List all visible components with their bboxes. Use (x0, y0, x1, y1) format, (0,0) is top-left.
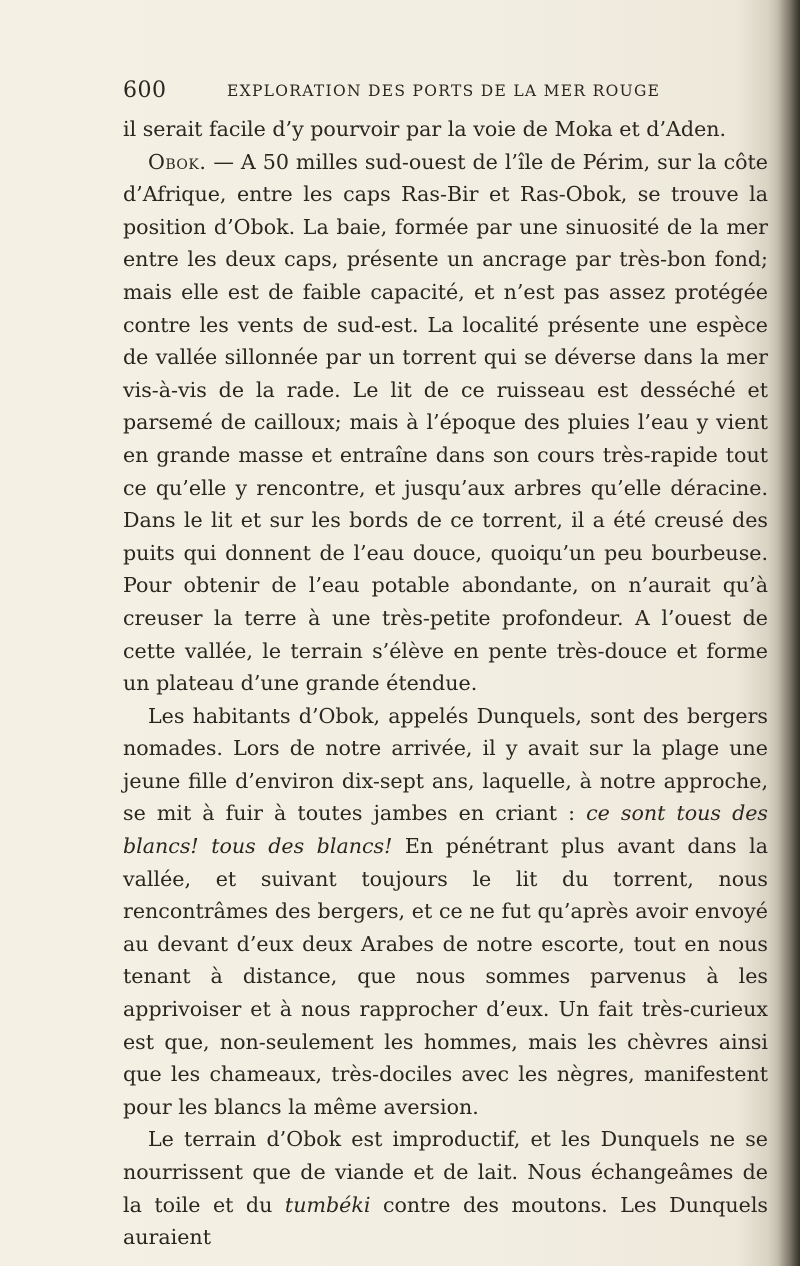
paragraph-obok (123, 146, 768, 700)
paragraph-text: Le terrain d’Obok est improductif, et les Dunquels ne se nourrissent que de viande et de lait. Nous échangeâmes de la toile et du (123, 1127, 768, 1217)
paragraph-terrain (123, 1123, 768, 1253)
paragraph-text: il serait facile d’y pourvoir par la voie de Moka et d’Aden. (123, 117, 727, 141)
italic-term: tumbéki (284, 1192, 371, 1217)
paragraph-text: En pénétrant plus avant dans la vallée, et suivant toujours le lit du torrent, nous rencontrâmes des bergers, et ce ne fut qu’après avoir envoyé au devant d’eux deux Arabes de notre escorte, tout en nous tenant à distance, que nous sommes parvenus à les apprivoiser et à nous rapprocher d’eux. Un fait très-curieux est que, non-seulement les hommes, mais les chèvres ainsi que les chameaux, très-dociles avec les nègres, manifestent pour les blancs la même aversion. (123, 834, 768, 1119)
paragraph-continuation (123, 113, 768, 146)
page-number: 600 (123, 78, 167, 103)
paragraph-text: contre des moutons. Les Dunquels auraient (123, 1192, 769, 1250)
body-text (123, 113, 768, 1254)
page-header (123, 78, 763, 108)
italic-quote: ce sont tous des blancs! tous des blancs! (123, 801, 769, 859)
paragraph-text: — A 50 milles sud-ouest de l’île de Périm, sur la côte d’Afrique, entre les caps Ras-Bir et Ras-Obok, se trouve la position d’Obok. La baie, formée par une sinuosité de la mer entre les deux caps, présente un ancrage par très-bon fond; mais elle est de faible capacité, et n’est pas assez protégée contre les vents de sud-est. La localité présente une espèce de vallée sillonnée par un torrent qui se déverse dans la mer vis-à-vis de la rade. Le lit de ce ruisseau est desséché et parsemé de cailloux; mais à l’époque des pluies l’eau y vient en grande masse et entraîne dans son cours très-rapide tout ce qu’elle y rencontre, et jusqu’aux arbres qu’elle déracine. Dans le lit et sur les bords de ce torrent, il a été creusé des puits qui donnent de l’eau douce, quoiqu’un peu bourbeuse. Pour obtenir de l’eau potable abondante, on n’aurait qu’à creuser la terre à une très-petite profondeur. A l’ouest de cette vallée, le terrain s’élève en pente très-douce et forme un plateau d’une grande étendue. (123, 149, 768, 696)
section-lead-obok: Obok. (148, 149, 207, 174)
running-title: EXPLORATION DES PORTS DE LA MER ROUGE (227, 82, 661, 100)
paragraph-inhabitants (123, 700, 768, 1124)
paragraph-text: Les habitants d’Obok, appelés Dunquels, sont des bergers nomades. Lors de notre arrivée, il y avait sur la plage une jeune fille d’environ dix-sept ans, laquelle, à notre approche, se mit à fuir à toutes jambes en criant : (123, 703, 768, 826)
page-binding-shadow (778, 0, 800, 1266)
